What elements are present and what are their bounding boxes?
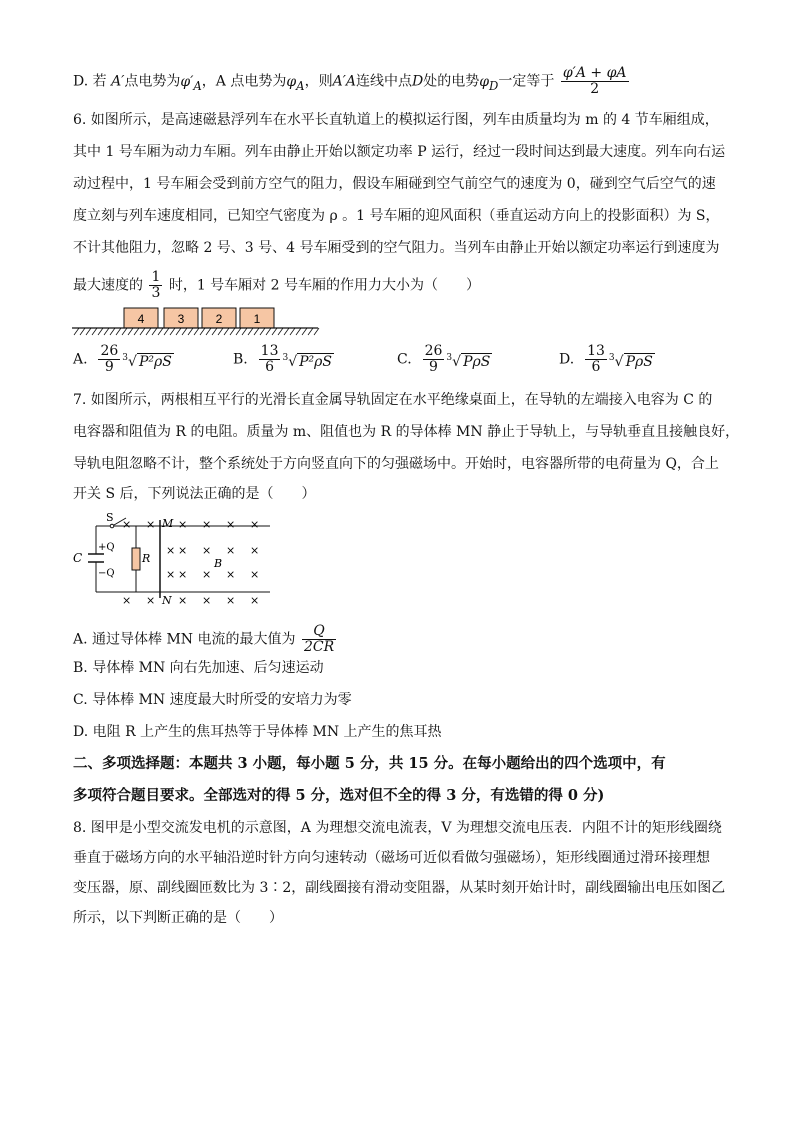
resistor — [132, 548, 140, 570]
q7-line-3: 导轨电阻忽略不计，整个系统处于方向竖直向下的匀强磁场中。开始时，电容器所带的电荷量为 Q，合上 — [73, 456, 719, 472]
hatch-mark — [266, 328, 271, 335]
field-cross: × — [178, 568, 188, 581]
q6-opt-c-label: C. — [397, 351, 412, 368]
q5d-t5: 处的电势 — [423, 73, 480, 90]
q7-option-d: D. 电阻 R 上产生的焦耳热等于导体棒 MN 上产生的焦耳热 — [73, 724, 442, 740]
resistor-label: R — [142, 552, 151, 565]
q5d-t1: 点电势为 — [124, 73, 181, 90]
point-a-prime: A′ — [111, 73, 125, 90]
hatch-mark — [254, 328, 259, 335]
switch-pivot — [110, 524, 114, 528]
hatch-mark — [248, 328, 253, 335]
q6-opt-a-radicand: P²ρS — [138, 353, 172, 370]
phi-a-prime: $\varphi'_A$ — [180, 73, 202, 93]
hatch-mark — [200, 328, 205, 335]
hatch-mark — [80, 328, 85, 335]
root-index: 3 — [122, 352, 129, 363]
field-cross: × — [226, 568, 236, 581]
hatch-mark — [98, 328, 103, 335]
q6-opt-d-den: 6 — [591, 359, 601, 375]
hatch-mark — [260, 328, 265, 335]
q6-opt-d-root: $^3$√ PρS — [608, 352, 653, 370]
q5-option-d — [73, 66, 631, 97]
q6-line-6 — [73, 270, 480, 301]
q5d-label: D. 若 — [73, 73, 107, 90]
q7-line-4: 开关 S 后，下列说法正确的是（ ） — [73, 486, 316, 502]
field-cross: × — [226, 518, 236, 531]
label-m: M — [162, 517, 174, 530]
field-cross: × — [202, 594, 212, 607]
field-cross: × — [250, 594, 260, 607]
q6-opt-d-num: 13 — [587, 343, 605, 359]
field-cross: × — [250, 544, 260, 557]
q5d-t6: 一定等于 — [498, 73, 555, 90]
q7-opt-a-den: 2CR — [303, 639, 335, 655]
q7-line-1: 7. 如图所示，两根相互平行的光滑长直金属导轨固定在水平绝缘桌面上，在导轨的左端接入电容为 C 的 — [73, 392, 713, 408]
hatch-mark — [140, 328, 145, 335]
hatch-mark — [164, 328, 169, 335]
train-cars — [124, 308, 274, 328]
q7-opt-a-text: A. 通过导体棒 MN 电流的最大值为 — [73, 631, 296, 648]
hatch-mark — [110, 328, 115, 335]
hatch-mark — [230, 328, 235, 335]
q7-opt-a-frac — [302, 624, 336, 655]
hatch-mark — [170, 328, 175, 335]
q6-opt-a-label: A. — [73, 351, 88, 368]
q7-option-c: C. 导体棒 MN 速度最大时所受的安培力为零 — [73, 692, 352, 708]
hatch-mark — [188, 328, 193, 335]
field-cross: × — [178, 544, 188, 557]
hatch-mark — [92, 328, 97, 335]
field-cross: × — [146, 518, 156, 531]
q5d-fraction — [561, 66, 629, 97]
field-cross: × — [250, 568, 260, 581]
rail-circuit-figure — [70, 510, 280, 610]
car-3-label: 3 — [177, 312, 185, 326]
point-d: D — [412, 73, 424, 90]
q6-opt-c-den: 9 — [429, 359, 438, 375]
field-cross: × — [202, 568, 212, 581]
hatch-mark — [134, 328, 139, 335]
track-hatching — [74, 328, 319, 335]
q6-opt-c-num: 26 — [424, 343, 443, 359]
q6-frac-den: 3 — [151, 285, 161, 301]
q5d-num: φ′A + φA — [562, 65, 627, 81]
hatch-mark — [116, 328, 121, 335]
phi-d: $\varphi_D$ — [479, 73, 499, 93]
field-cross: × — [166, 568, 176, 581]
segment-a-prime-a: A′A — [332, 73, 356, 90]
hatch-mark — [284, 328, 289, 335]
q5d-den: 2 — [590, 81, 600, 97]
q6-option-c — [397, 344, 492, 375]
root-index: 3 — [282, 352, 289, 363]
field-cross: × — [250, 518, 260, 531]
q6-opt-d-radicand: PρS — [625, 353, 653, 370]
q8-line-1: 8. 图甲是小型交流发电机的示意图，A 为理想交流电流表，V 为理想交流电压表．内阻不计的矩形线圈绕 — [73, 820, 722, 836]
q5d-t3: ，则 — [304, 73, 333, 90]
hatch-mark — [314, 328, 319, 335]
root-index: 3 — [608, 352, 615, 363]
car-4-label: 4 — [137, 312, 145, 326]
q6-opt-b-root: $^3$√ P²ρS — [282, 352, 332, 370]
hatch-mark — [176, 328, 181, 335]
q6-opt-c-radicand: PρS — [463, 353, 491, 370]
q6-line-4: 度立刻与列车速度相同，已知空气密度为 ρ 。1 号车厢的迎风面积（垂直运动方向上的投影面积）为 S， — [73, 208, 720, 224]
car-2-label: 2 — [215, 312, 223, 326]
q6-opt-d-label: D. — [559, 351, 575, 368]
field-cross: × — [122, 518, 132, 531]
field-cross: × — [226, 594, 236, 607]
hatch-mark — [302, 328, 307, 335]
q6-option-a — [73, 344, 174, 375]
q6-opt-c-frac — [423, 344, 445, 375]
label-n: N — [162, 594, 172, 607]
q6-opt-b-frac — [259, 344, 281, 375]
train-figure — [72, 306, 322, 338]
q6-option-b — [233, 344, 334, 375]
field-cross: × — [226, 544, 236, 557]
hatch-mark — [74, 328, 79, 335]
hatch-mark — [278, 328, 283, 335]
q6-opt-d-frac — [585, 344, 607, 375]
hatch-mark — [242, 328, 247, 335]
q6-option-d — [559, 344, 655, 375]
hatch-mark — [152, 328, 157, 335]
hatch-mark — [290, 328, 295, 335]
hatch-mark — [158, 328, 163, 335]
q6-line-2: 其中 1 号车厢为动力车厢。列车由静止开始以额定功率 P 运行，经过一段时间达到最大速度。列车向右运 — [73, 144, 726, 160]
q6-opt-b-radicand: P²ρS — [299, 353, 332, 370]
hatch-mark — [104, 328, 109, 335]
switch-label: S — [106, 511, 114, 524]
q8-line-2: 垂直于磁场方向的水平轴沿逆时针方向匀速转动（磁场可近似看做匀强磁场），矩形线圈通过滑环接理想 — [73, 850, 710, 866]
q6-opt-a-den: 9 — [104, 359, 114, 375]
q6-last-pre: 最大速度的 — [73, 277, 143, 294]
hatch-mark — [272, 328, 277, 335]
q5d-t4: 连线中点 — [356, 73, 412, 90]
plus-q-label: +Q — [98, 542, 115, 553]
car-1-label: 1 — [253, 312, 261, 326]
hatch-mark — [308, 328, 313, 335]
field-cross: × — [178, 594, 188, 607]
capacitor-label: C — [73, 551, 83, 565]
q6-line-1: 6. 如图所示，是高速磁悬浮列车在水平长直轨道上的模拟运行图，列车由质量均为 m 的 4 节车厢组成， — [73, 112, 719, 128]
q7-option-b: B. 导体棒 MN 向右先加速、后匀速运动 — [73, 660, 324, 676]
section-2-line-1: 二、多项选择题：本题共 3 小题，每小题 5 分，共 15 分。在每小题给出的四个选项中，有 — [73, 755, 666, 772]
q8-line-3: 变压器，原、副线圈匝数比为 3∶2，副线圈接有滑动变阻器，从某时刻开始计时，副线圈输出电压如图乙 — [73, 880, 726, 896]
hatch-mark — [122, 328, 127, 335]
hatch-mark — [212, 328, 217, 335]
q6-line-3: 动过程中，1 号车厢会受到前方空气的阻力，假设车厢碰到空气前空气的速度为 0，碰到空气后空气的速 — [73, 176, 716, 192]
q6-opt-a-root: $^3$√ P²ρS — [122, 352, 172, 370]
hatch-mark — [128, 328, 133, 335]
hatch-mark — [224, 328, 229, 335]
q6-opt-a-frac — [98, 344, 120, 375]
hatch-mark — [236, 328, 241, 335]
phi-a: $\varphi_A$ — [286, 73, 305, 93]
hatch-mark — [296, 328, 301, 335]
field-cross: × — [122, 594, 132, 607]
field-cross: × — [146, 594, 156, 607]
field-cross: × — [166, 544, 176, 557]
hatch-mark — [182, 328, 187, 335]
hatch-mark — [86, 328, 91, 335]
q6-opt-b-den: 6 — [265, 359, 275, 375]
q6-last-post: 时，1 号车厢对 2 号车厢的作用力大小为（ ） — [168, 277, 480, 294]
section-2-line-2: 多项符合题目要求。全部选对的得 5 分，选对但不全的得 3 分，有选错的得 0 分) — [73, 787, 605, 804]
q6-frac-num: 1 — [151, 269, 161, 285]
q6-opt-a-num: 26 — [100, 343, 119, 359]
hatch-mark — [206, 328, 211, 335]
q6-opt-b-label: B. — [233, 351, 248, 368]
q6-line-5: 不计其他阻力，忽略 2 号、3 号、4 号车厢受到的空气阻力。当列车由静止开始以额定功率运行到速度为 — [73, 240, 720, 256]
q7-opt-a-num: Q — [302, 624, 336, 640]
q8-line-4: 所示，以下判断正确的是（ ） — [73, 910, 283, 926]
q6-opt-c-root: $^3$√ PρS — [446, 352, 491, 370]
root-index: 3 — [446, 352, 453, 363]
q6-opt-b-num: 13 — [260, 343, 279, 359]
field-cross: × — [202, 544, 212, 557]
field-cross: × — [202, 518, 212, 531]
q7-option-a — [73, 624, 338, 655]
minus-q-label: −Q — [98, 568, 115, 579]
q6-one-third — [149, 270, 162, 301]
hatch-mark — [194, 328, 199, 335]
q5d-t2: ，A 点电势为 — [201, 73, 287, 90]
field-cross: × — [178, 518, 188, 531]
hatch-mark — [146, 328, 151, 335]
field-label: B — [214, 557, 223, 570]
q7-line-2: 电容器和阻值为 R 的电阻。质量为 m、阻值也为 R 的导体棒 MN 静止于导轨上，与导轨垂直且接触良好， — [73, 424, 740, 440]
hatch-mark — [218, 328, 223, 335]
